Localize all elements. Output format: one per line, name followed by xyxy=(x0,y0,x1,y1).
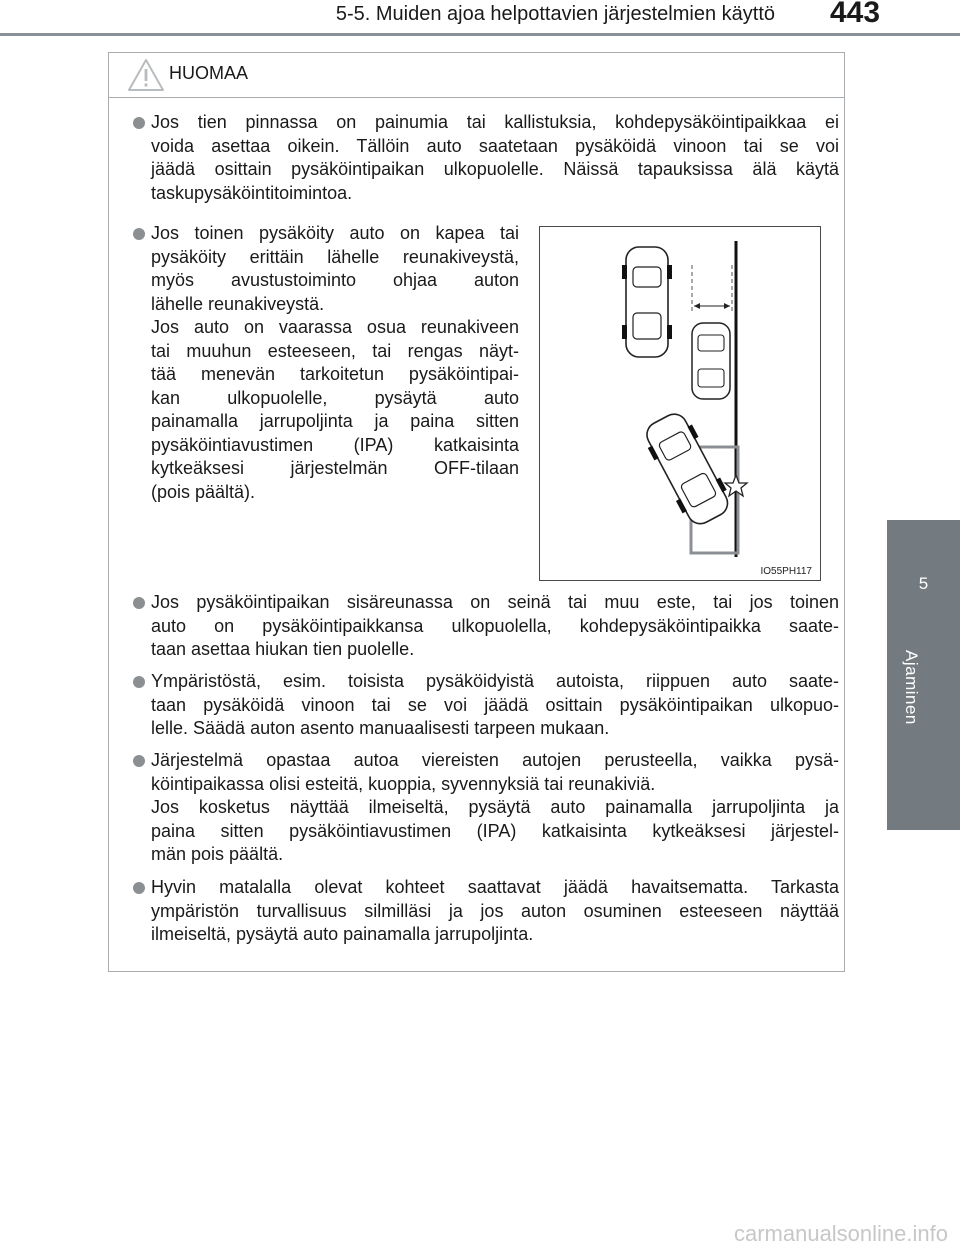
text-line: lelle. Säädä auton asento manuaalisesti tarpeen mukaan. xyxy=(151,718,610,738)
chapter-title: Ajaminen xyxy=(902,650,921,725)
text-line: kytkeäksesi järjestelmän OFF-tilaan xyxy=(151,458,519,478)
notice-bullet xyxy=(151,222,519,504)
notice-bullet xyxy=(151,749,839,867)
text-line: Jos kosketus näyttää ilmeiseltä, pysäytä auto painamalla jarrupoljinta ja xyxy=(151,797,839,817)
notice-bullet xyxy=(151,670,839,741)
page-header xyxy=(0,0,960,38)
text-line: Ympäristöstä, esim. toisista pysäköidyistä autoista, riippuen auto saate- xyxy=(151,671,839,691)
figure-code: IO55PH117 xyxy=(760,566,812,577)
chapter-tab xyxy=(887,520,960,830)
text-line: Jos pysäköintipaikan sisäreunassa on seinä tai muu este, tai jos toinen xyxy=(151,592,839,612)
maneuvering-car xyxy=(639,408,736,530)
bullet-dot-icon xyxy=(133,882,145,894)
text-line: jäädä osittain pysäköintipaikan ulkopuolelle. Näissä tapauksissa älä käytä xyxy=(151,159,839,179)
bullet-dot-icon xyxy=(133,228,145,240)
notice-header xyxy=(109,53,844,98)
text-line: myös avustustoiminto ohjaa auton xyxy=(151,270,519,290)
parked-car-narrow xyxy=(692,323,730,399)
parking-diagram xyxy=(540,227,820,580)
text-line: män pois päältä. xyxy=(151,844,284,864)
notice-bullet xyxy=(151,111,839,205)
text-line: lähelle reunakiveystä. xyxy=(151,293,325,314)
watermark: carmanualsonline.info xyxy=(733,1221,948,1246)
text-line: taan asettaa hiukan tien puolelle. xyxy=(151,639,415,659)
text-line: auto on pysäköintipaikkansa ulkopuolella, kohdepysäköintipaikka saate- xyxy=(151,615,839,636)
text-line: tää menevän tarkoitetun pysäköintipai- xyxy=(151,364,519,384)
text-line: pysäköintiavustimen (IPA) katkaisinta xyxy=(151,434,519,455)
text-line: Hyvin matalalla olevat kohteet saattavat jäädä havaitsematta. Tarkasta xyxy=(151,877,839,897)
text-line: pysäköity erittäin lähelle reunakiveystä, xyxy=(151,246,519,267)
bullet-dot-icon xyxy=(133,676,145,688)
text-line: Jos auto on vaarassa osua reunakiveen xyxy=(151,317,519,337)
text-line: Jos toinen pysäköity auto on kapea tai xyxy=(151,223,519,243)
text-line: ympäristön turvallisuus silmilläsi ja jos auton osuminen esteeseen näyttää xyxy=(151,900,839,921)
warning-triangle-icon xyxy=(127,58,165,92)
text-line: tai muuhun esteeseen, tai rengas näyt- xyxy=(151,340,519,361)
notice-bullet xyxy=(151,876,839,947)
parked-car-wide xyxy=(622,247,672,357)
text-line: taan pysäköidä vinoon tai se voi jäädä osittain pysäköintipaikan ulkopuo- xyxy=(151,694,839,715)
text-line: kan ulkopuolelle, pysäytä auto xyxy=(151,387,519,408)
chapter-number: 5 xyxy=(918,574,929,593)
text-line: Jos tien pinnassa on painumia tai kallistuksia, kohdepysäköintipaikkaa ei xyxy=(151,112,839,132)
text-line: painamalla jarrupoljinta ja paina sitten xyxy=(151,411,519,431)
text-line: taskupysäköintitoimintoa. xyxy=(151,182,353,203)
bullet-dot-icon xyxy=(133,755,145,767)
bullet-dot-icon xyxy=(133,117,145,129)
bullet-dot-icon xyxy=(133,597,145,609)
text-line: ilmeiseltä, pysäytä auto painamalla jarrupoljinta. xyxy=(151,924,534,944)
text-line: voida asettaa oikein. Tällöin auto saatetaan pysäköidä vinoon tai se voi xyxy=(151,135,839,156)
notice-label: HUOMAA xyxy=(169,63,249,83)
text-line: paina sitten pysäköintiavustimen (IPA) katkaisinta kytkeäksesi järjestel- xyxy=(151,820,839,841)
text-line: köintipaikassa olisi esteitä, kuoppia, syvennyksiä tai reunakiviä. xyxy=(151,773,656,794)
header-rule xyxy=(0,33,960,36)
text-line: Järjestelmä opastaa autoa viereisten autojen perusteella, vaikka pysä- xyxy=(151,750,839,770)
notice-bullet xyxy=(151,591,839,662)
notice-box xyxy=(108,52,845,972)
section-title: 5-5. Muiden ajoa helpottavien järjestelmien käyttö xyxy=(335,3,775,25)
text-line: (pois päältä). xyxy=(151,481,256,502)
parking-illustration xyxy=(539,226,821,581)
page-number: 443 xyxy=(830,0,881,29)
